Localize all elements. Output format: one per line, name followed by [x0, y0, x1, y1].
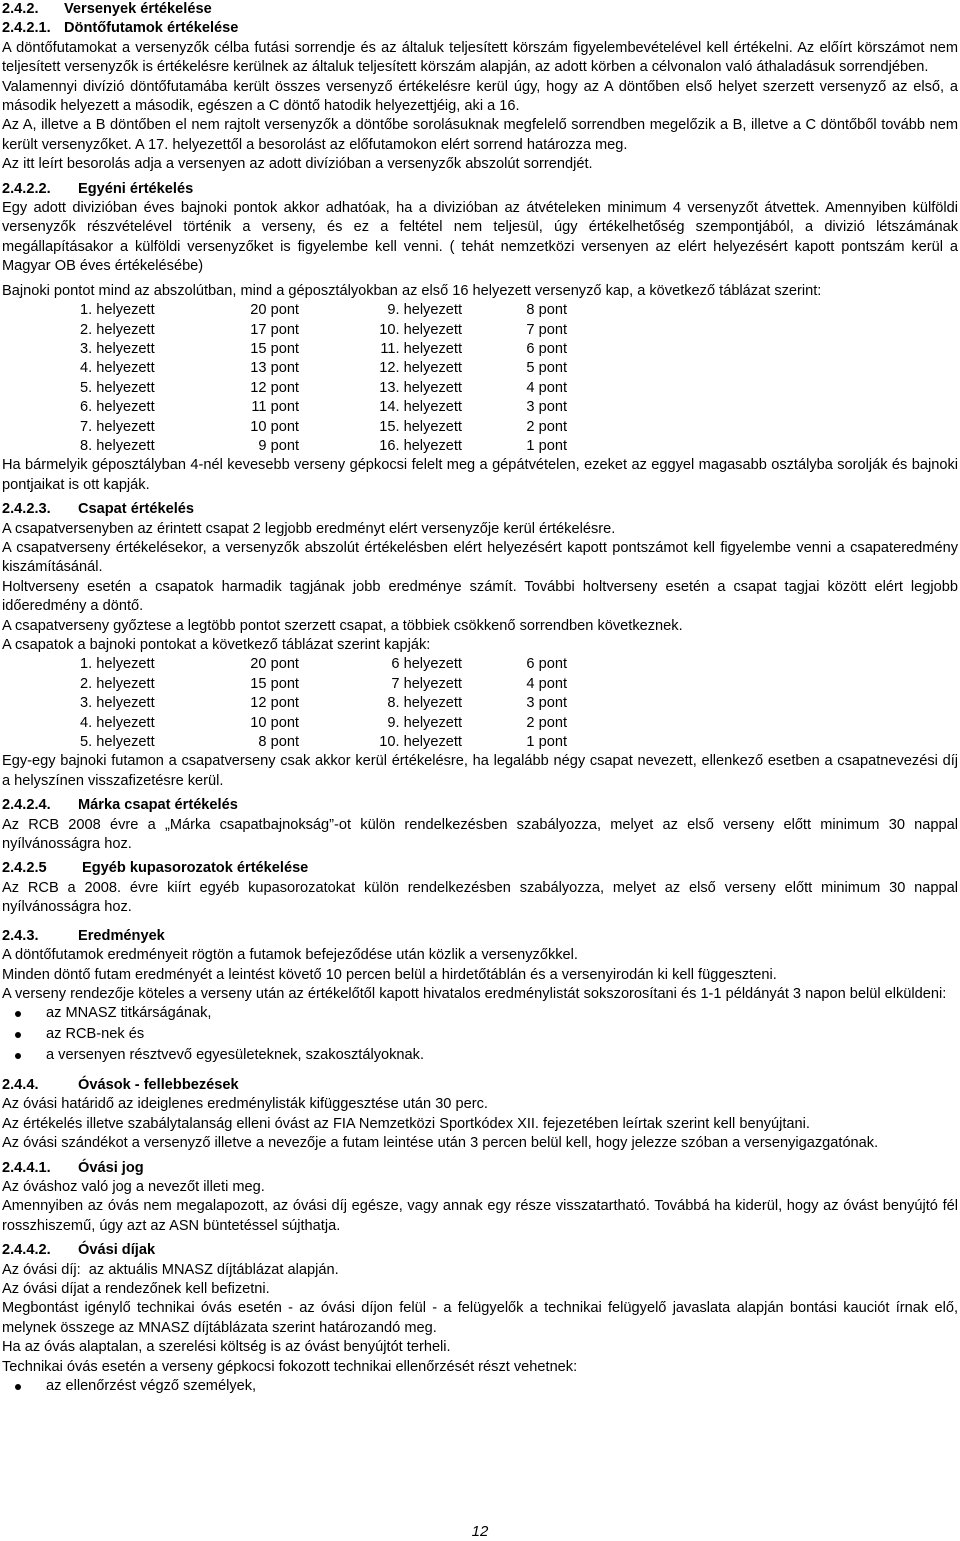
section-number: 2.4.2.5	[2, 860, 47, 877]
paragraph: A csapatverseny értékelésekor, a versenyzők abszolút értékelésben elért helyezésért kapott pontszámot kell figyelembe venni a csapateredmény kiszámításánál.	[2, 539, 958, 576]
section-title: Versenyek értékelése	[64, 1, 212, 17]
section-title: Márka csapat értékelés	[78, 797, 238, 814]
paragraph: A csapatok a bajnoki pontokat a következő táblázat szerint kapják:	[2, 637, 431, 653]
paragraph: Bajnoki pontot mind az abszolútban, mind a géposztályokban az első 16 helyezett versenyző kap, a következő táblázat szerint:	[2, 282, 822, 299]
points-cell: 15 pont	[250, 340, 299, 357]
points-cell: 2 pont	[526, 714, 567, 731]
points-table-team	[2, 655, 567, 752]
place-cell: 10. helyezett	[379, 734, 462, 751]
bullet-icon	[15, 1384, 21, 1390]
section-heading	[2, 796, 958, 815]
list-item-text: a versenyen résztvevő egyesületeknek, szakosztályoknak.	[46, 1047, 425, 1064]
points-cell: 6 pont	[526, 340, 567, 357]
paragraph: Az RCB a 2008. évre kiírt egyéb kupasorozatokat külön rendelkezésben szabályozza, melyet az első verseny előtt minimum 30 nappal nyílvánosságra hoz.	[2, 879, 958, 916]
paragraph: Az óvási szándékot a versenyző illetve a nevezője a futam leintése után 3 percen belül kell, hogy jelezze szóban a versenyigazgatónak.	[2, 1135, 879, 1152]
table-row	[2, 714, 567, 733]
place-cell: 9. helyezett	[387, 302, 462, 319]
list-item	[2, 1046, 958, 1065]
points-cell: 3 pont	[526, 399, 567, 416]
section-number: 2.4.4.	[2, 1076, 39, 1093]
place-cell: 6. helyezett	[80, 399, 155, 416]
paragraph: Az A, illetve a B döntőben el nem rajtolt versenyzők a döntőbe sorolásuknak megfelelő sorrendben megelőzik a B, illetve a C döntőből tovább nem került versenyzőket. A 17. helyezettől a besorolást az előfutamokon elért sorrend határozza meg.	[2, 117, 958, 153]
points-cell: 4 pont	[526, 675, 567, 692]
paragraph: Ha bármelyik géposztályban 4-nél kevesebb verseny gépkocsi felelt meg a gépátvételen, ezeket az eggyel magasabb osztályba sorolják és bajnoki pontjaikat is ott kapják.	[2, 457, 958, 493]
place-cell: 3. helyezett	[80, 695, 155, 712]
paragraph: Amennyiben az óvás nem megalapozott, az óvási díj egésze, vagy annak egy része visszatartható. Továbbá ha kiderül, hogy az óvást benyújtó fél rosszhiszemű, úgy azt az ASN büntetéssel sújthatja.	[2, 1198, 958, 1234]
points-cell: 7 pont	[526, 321, 567, 338]
points-cell: 12 pont	[250, 379, 299, 396]
paragraph: Valamennyi divízió döntőfutamába került összes versenyző értékelésre kerül úgy, hogy az A döntőben első helyet szerzett versenyző az első, a második helyezett a második, egészen a C döntő hatodik helyezettjéig, aki a 16.	[2, 78, 958, 115]
paragraph: Ha az óvás alaptalan, a szerelési költség is az óvást benyújtót terheli.	[2, 1339, 451, 1356]
paragraph: Holtverseny esetén a csapatok harmadik tagjának jobb eredménye számít. További holtverseny esetén a csapat tagjai között elért legjobb időeredmény a döntő.	[2, 578, 958, 615]
place-cell: 15. helyezett	[379, 418, 462, 435]
paragraph: A döntőfutamokat a versenyzők célba futási sorrendje és az általuk teljesített körszám figyelembevételével kell értékelni. Az előírt körszámot nem teljesített versenyzők is értékelésre kerülnek az általuk teljesített körszám alapján, az adott körben a célvonalon való áthaladásuk sorrendjében.	[2, 39, 958, 76]
table-row	[2, 694, 567, 713]
paragraph: A csapatverseny győztese a legtöbb pontot szerzett csapat, a többiek csökkenő sorrendben következnek.	[2, 617, 683, 634]
table-row	[2, 398, 567, 417]
section-heading	[2, 1159, 958, 1178]
section-number: 2.4.2.2.	[2, 180, 51, 197]
list-item	[2, 1025, 958, 1044]
table-row	[2, 733, 567, 752]
section-number: 2.4.4.1.	[2, 1159, 51, 1176]
points-cell: 3 pont	[526, 695, 567, 712]
points-cell: 12 pont	[250, 695, 299, 712]
table-row	[2, 359, 567, 378]
points-cell: 8 pont	[258, 734, 299, 751]
section-heading	[2, 1076, 958, 1095]
paragraph: Egy-egy bajnoki futamon a csapatverseny csak akkor kerül értékelésre, ha legalább négy csapat nevezett, ellenkező esetben a csapatnevezési díj a helyszínen visszafizetésre kerül.	[2, 753, 958, 789]
table-row	[2, 655, 567, 674]
bullet-icon	[15, 1053, 21, 1059]
points-cell: 1 pont	[526, 734, 567, 751]
points-cell: 17 pont	[250, 321, 299, 338]
section-title: Óvási jog	[78, 1159, 144, 1176]
points-cell: 8 pont	[526, 302, 567, 319]
paragraph: Minden döntő futam eredményét a leintést követő 10 percen belül a hirdetőtáblán és a versenyirodán ki kell függeszteni.	[2, 966, 777, 983]
place-cell: 16. helyezett	[379, 437, 462, 454]
points-cell: 5 pont	[526, 360, 567, 377]
section-heading	[2, 19, 958, 38]
place-cell: 5. helyezett	[80, 734, 155, 751]
points-cell: 20 pont	[250, 302, 299, 319]
table-row	[2, 418, 567, 437]
recipient-list	[2, 1004, 958, 1065]
points-cell: 13 pont	[250, 360, 299, 377]
place-cell: 4. helyezett	[80, 714, 155, 731]
place-cell: 2. helyezett	[80, 675, 155, 692]
paragraph: Egy adott divizióban éves bajnoki pontok akkor adhatóak, ha a divizióban az átvételeken minimum 4 versenyzőt átvettek. Amennyiben külföldi versenyzők részvételével történik a verseny, és ez a feltétel nem teljesül, úgy értékelhetőség szempontjából, a divizió létszámának megállapításakor a külföldi versenyzőket is figyelembe kell venni. ( tehát nemzetközi versenyen az elért helyezésért kapott pontszám kerül a Magyar OB éves értékelésébe)	[2, 200, 958, 275]
place-cell: 6 helyezett	[391, 656, 462, 673]
paragraph: Technikai óvás esetén a verseny gépkocsi fokozott technikai ellenőrzését részt vehetnek:	[2, 1358, 578, 1375]
paragraph: Megbontást igénylő technikai óvás esetén - az óvási díjon felül - a felügyelők a technikai felügyelő javaslata alapján bontási kauciót írnak elő, melynek összege az MNASZ díjtáblázata szerint határozandó meg.	[2, 1300, 958, 1336]
section-title: Eredmények	[78, 927, 165, 944]
paragraph: A döntőfutamok eredményeit rögtön a futamok befejeződése után közlik a versenyzőkkel.	[2, 947, 578, 964]
list-item-text: az MNASZ titkárságának,	[46, 1005, 212, 1022]
section-title: Egyéb kupasorozatok értékelése	[82, 860, 309, 877]
list-item	[2, 1377, 958, 1396]
place-cell: 11. helyezett	[380, 340, 462, 357]
table-row	[2, 437, 567, 456]
points-cell: 1 pont	[526, 437, 567, 454]
table-row	[2, 321, 567, 340]
document-page	[2, 0, 958, 1398]
bullet-icon	[15, 1011, 21, 1017]
list-item-text: az RCB-nek és	[46, 1026, 145, 1043]
place-cell: 3. helyezett	[80, 340, 155, 357]
section-number: 2.4.2.4.	[2, 797, 51, 814]
paragraph: Az óvási határidő az ideiglenes eredménylisták kifüggesztése után 30 perc.	[2, 1096, 488, 1113]
table-row	[2, 379, 567, 398]
section-number: 2.4.4.2.	[2, 1242, 51, 1259]
place-cell: 8. helyezett	[387, 695, 462, 712]
section-heading	[2, 500, 958, 519]
inspector-list	[2, 1377, 958, 1396]
points-cell: 11 pont	[251, 399, 299, 416]
place-cell: 13. helyezett	[379, 379, 462, 396]
section-heading	[2, 859, 958, 878]
place-cell: 5. helyezett	[80, 379, 155, 396]
section-heading	[2, 1241, 958, 1260]
section-title: Óvási díjak	[78, 1242, 156, 1259]
place-cell: 7. helyezett	[80, 418, 155, 435]
paragraph: Az értékelés illetve szabálytalanság elleni óvást az FIA Nemzetközi Sportkódex XII. fejezetében leírtak szerint kell benyújtani.	[2, 1115, 810, 1132]
section-number: 2.4.2.3.	[2, 501, 51, 518]
paragraph: A csapatversenyben az érintett csapat 2 legjobb eredményt elért versenyzője kerül értékelésre.	[2, 520, 616, 537]
list-item	[2, 1004, 958, 1023]
table-row	[2, 340, 567, 359]
section-heading	[2, 927, 958, 946]
paragraph: Az óváshoz való jog a nevezőt illeti meg.	[2, 1179, 265, 1196]
points-table-individual	[2, 301, 567, 456]
paragraph: Az óvási díj: az aktuális MNASZ díjtáblázat alapján.	[2, 1261, 339, 1278]
place-cell: 9. helyezett	[387, 714, 462, 731]
section-title: Csapat értékelés	[78, 501, 195, 518]
place-cell: 4. helyezett	[80, 360, 155, 377]
paragraph: A verseny rendezője köteles a verseny után az értékelőtől kapott hivatalos eredménylistát sokszorosítani és 1-1 példányát 3 napon belül elküldeni:	[2, 985, 947, 1002]
paragraph: Az itt leírt besorolás adja a versenyen az adott divízióban a versenyzők abszolút sorrendjét.	[2, 156, 593, 173]
points-cell: 10 pont	[250, 418, 299, 435]
points-cell: 15 pont	[250, 675, 299, 692]
table-row	[2, 301, 567, 320]
list-item-text: az ellenőrzést végző személyek,	[46, 1378, 257, 1395]
bullet-icon	[15, 1032, 21, 1038]
place-cell: 14. helyezett	[379, 399, 462, 416]
section-number: 2.4.2.1.	[2, 20, 51, 37]
place-cell: 2. helyezett	[80, 321, 155, 338]
paragraph: Az óvási díjat a rendezőnek kell befizetni.	[2, 1281, 270, 1298]
table-row	[2, 675, 567, 694]
section-number: 2.4.3.	[2, 927, 39, 944]
place-cell: 8. helyezett	[80, 437, 155, 454]
points-cell: 9 pont	[258, 437, 299, 454]
place-cell: 1. helyezett	[80, 302, 155, 319]
points-cell: 10 pont	[250, 714, 299, 731]
points-cell: 6 pont	[526, 656, 567, 673]
place-cell: 1. helyezett	[80, 656, 155, 673]
section-heading	[2, 0, 958, 19]
page-number: 12	[471, 1523, 489, 1540]
points-cell: 4 pont	[526, 379, 567, 396]
place-cell: 10. helyezett	[379, 321, 462, 338]
section-heading	[2, 180, 958, 199]
section-title: Egyéni értékelés	[78, 180, 194, 197]
section-title: Döntőfutamok értékelése	[64, 20, 239, 37]
section-number: 2.4.2.	[2, 1, 39, 17]
points-cell: 2 pont	[526, 418, 567, 435]
paragraph: Az RCB 2008 évre a „Márka csapatbajnokság”-ot külön rendelkezésben szabályozza, melyet az első verseny előtt minimum 30 nappal nyílvánosságra hoz.	[2, 816, 958, 853]
section-title: Óvások - fellebbezések	[78, 1076, 239, 1093]
place-cell: 7 helyezett	[391, 675, 462, 692]
place-cell: 12. helyezett	[379, 360, 462, 377]
points-cell: 20 pont	[250, 656, 299, 673]
